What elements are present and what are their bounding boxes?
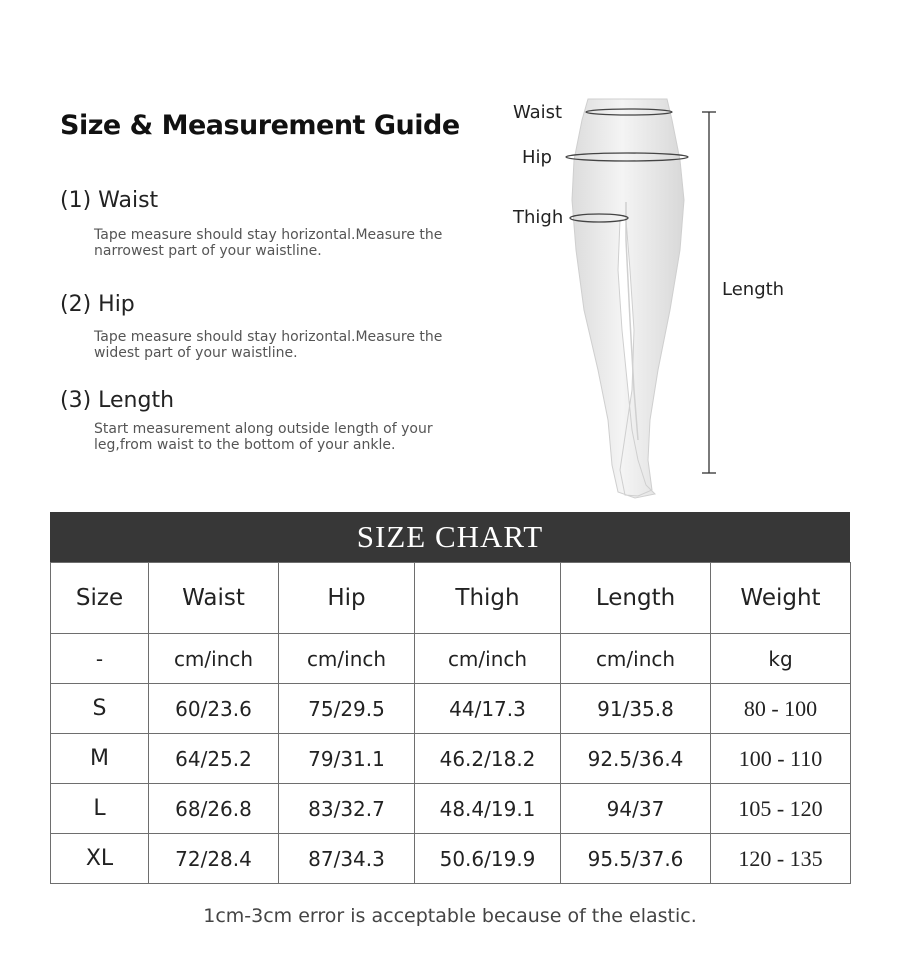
table-header-row (51, 563, 851, 634)
page-title: Size & Measurement Guide (60, 110, 460, 141)
leggings-figure (500, 90, 800, 505)
figure-label-waist: Waist (513, 102, 563, 123)
length-cell: 95.5/37.6 (561, 834, 711, 884)
length-heading: (3) Length (60, 388, 175, 413)
size-cell: XL (51, 834, 149, 884)
size-chart-table (50, 562, 851, 884)
hip-heading: (2) Hip (60, 292, 135, 317)
length-description: Start measurement along outside length of your leg,from waist to the bottom of your ankle. (94, 421, 433, 453)
figure-label-thigh: Thigh (513, 207, 564, 228)
hip-cell: 83/32.7 (279, 784, 415, 834)
length-cell: 91/35.8 (561, 684, 711, 734)
hip-cell: 79/31.1 (279, 734, 415, 784)
units-row (51, 634, 851, 684)
unit-cell: cm/inch (149, 634, 279, 684)
length-measure-line (702, 112, 716, 473)
waist-cell: 72/28.4 (149, 834, 279, 884)
waist-heading: (1) Waist (60, 188, 159, 213)
unit-cell: cm/inch (561, 634, 711, 684)
unit-cell: cm/inch (279, 634, 415, 684)
unit-cell: kg (711, 634, 851, 684)
waist-description: Tape measure should stay horizontal.Measure the narrowest part of your waistline. (94, 227, 443, 259)
table-row (51, 684, 851, 734)
unit-cell: cm/inch (415, 634, 561, 684)
size-cell: L (51, 784, 149, 834)
table-row (51, 834, 851, 884)
figure-label-hip: Hip (522, 147, 552, 168)
thigh-cell: 48.4/19.1 (415, 784, 561, 834)
thigh-cell: 50.6/19.9 (415, 834, 561, 884)
hip-description: Tape measure should stay horizontal.Measure the widest part of your waistline. (94, 329, 443, 361)
header-waist: Waist (149, 563, 279, 634)
weight-cell: 80 - 100 (711, 684, 851, 734)
thigh-cell: 44/17.3 (415, 684, 561, 734)
thigh-cell: 46.2/18.2 (415, 734, 561, 784)
waist-cell: 60/23.6 (149, 684, 279, 734)
length-cell: 92.5/36.4 (561, 734, 711, 784)
unit-cell: - (51, 634, 149, 684)
figure-label-length: Length (722, 279, 785, 300)
table-row (51, 784, 851, 834)
size-chart-header: SIZE CHART (50, 512, 850, 562)
header-length: Length (561, 563, 711, 634)
waist-cell: 68/26.8 (149, 784, 279, 834)
size-cell: S (51, 684, 149, 734)
hip-cell: 87/34.3 (279, 834, 415, 884)
table-row (51, 734, 851, 784)
weight-cell: 100 - 110 (711, 734, 851, 784)
elastic-error-note: 1cm-3cm error is acceptable because of the elastic. (203, 905, 697, 927)
hip-cell: 75/29.5 (279, 684, 415, 734)
weight-cell: 105 - 120 (711, 784, 851, 834)
header-weight: Weight (711, 563, 851, 634)
leggings-shape (572, 99, 684, 498)
size-cell: M (51, 734, 149, 784)
header-size: Size (51, 563, 149, 634)
header-hip: Hip (279, 563, 415, 634)
weight-cell: 120 - 135 (711, 834, 851, 884)
header-thigh: Thigh (415, 563, 561, 634)
waist-cell: 64/25.2 (149, 734, 279, 784)
length-cell: 94/37 (561, 784, 711, 834)
